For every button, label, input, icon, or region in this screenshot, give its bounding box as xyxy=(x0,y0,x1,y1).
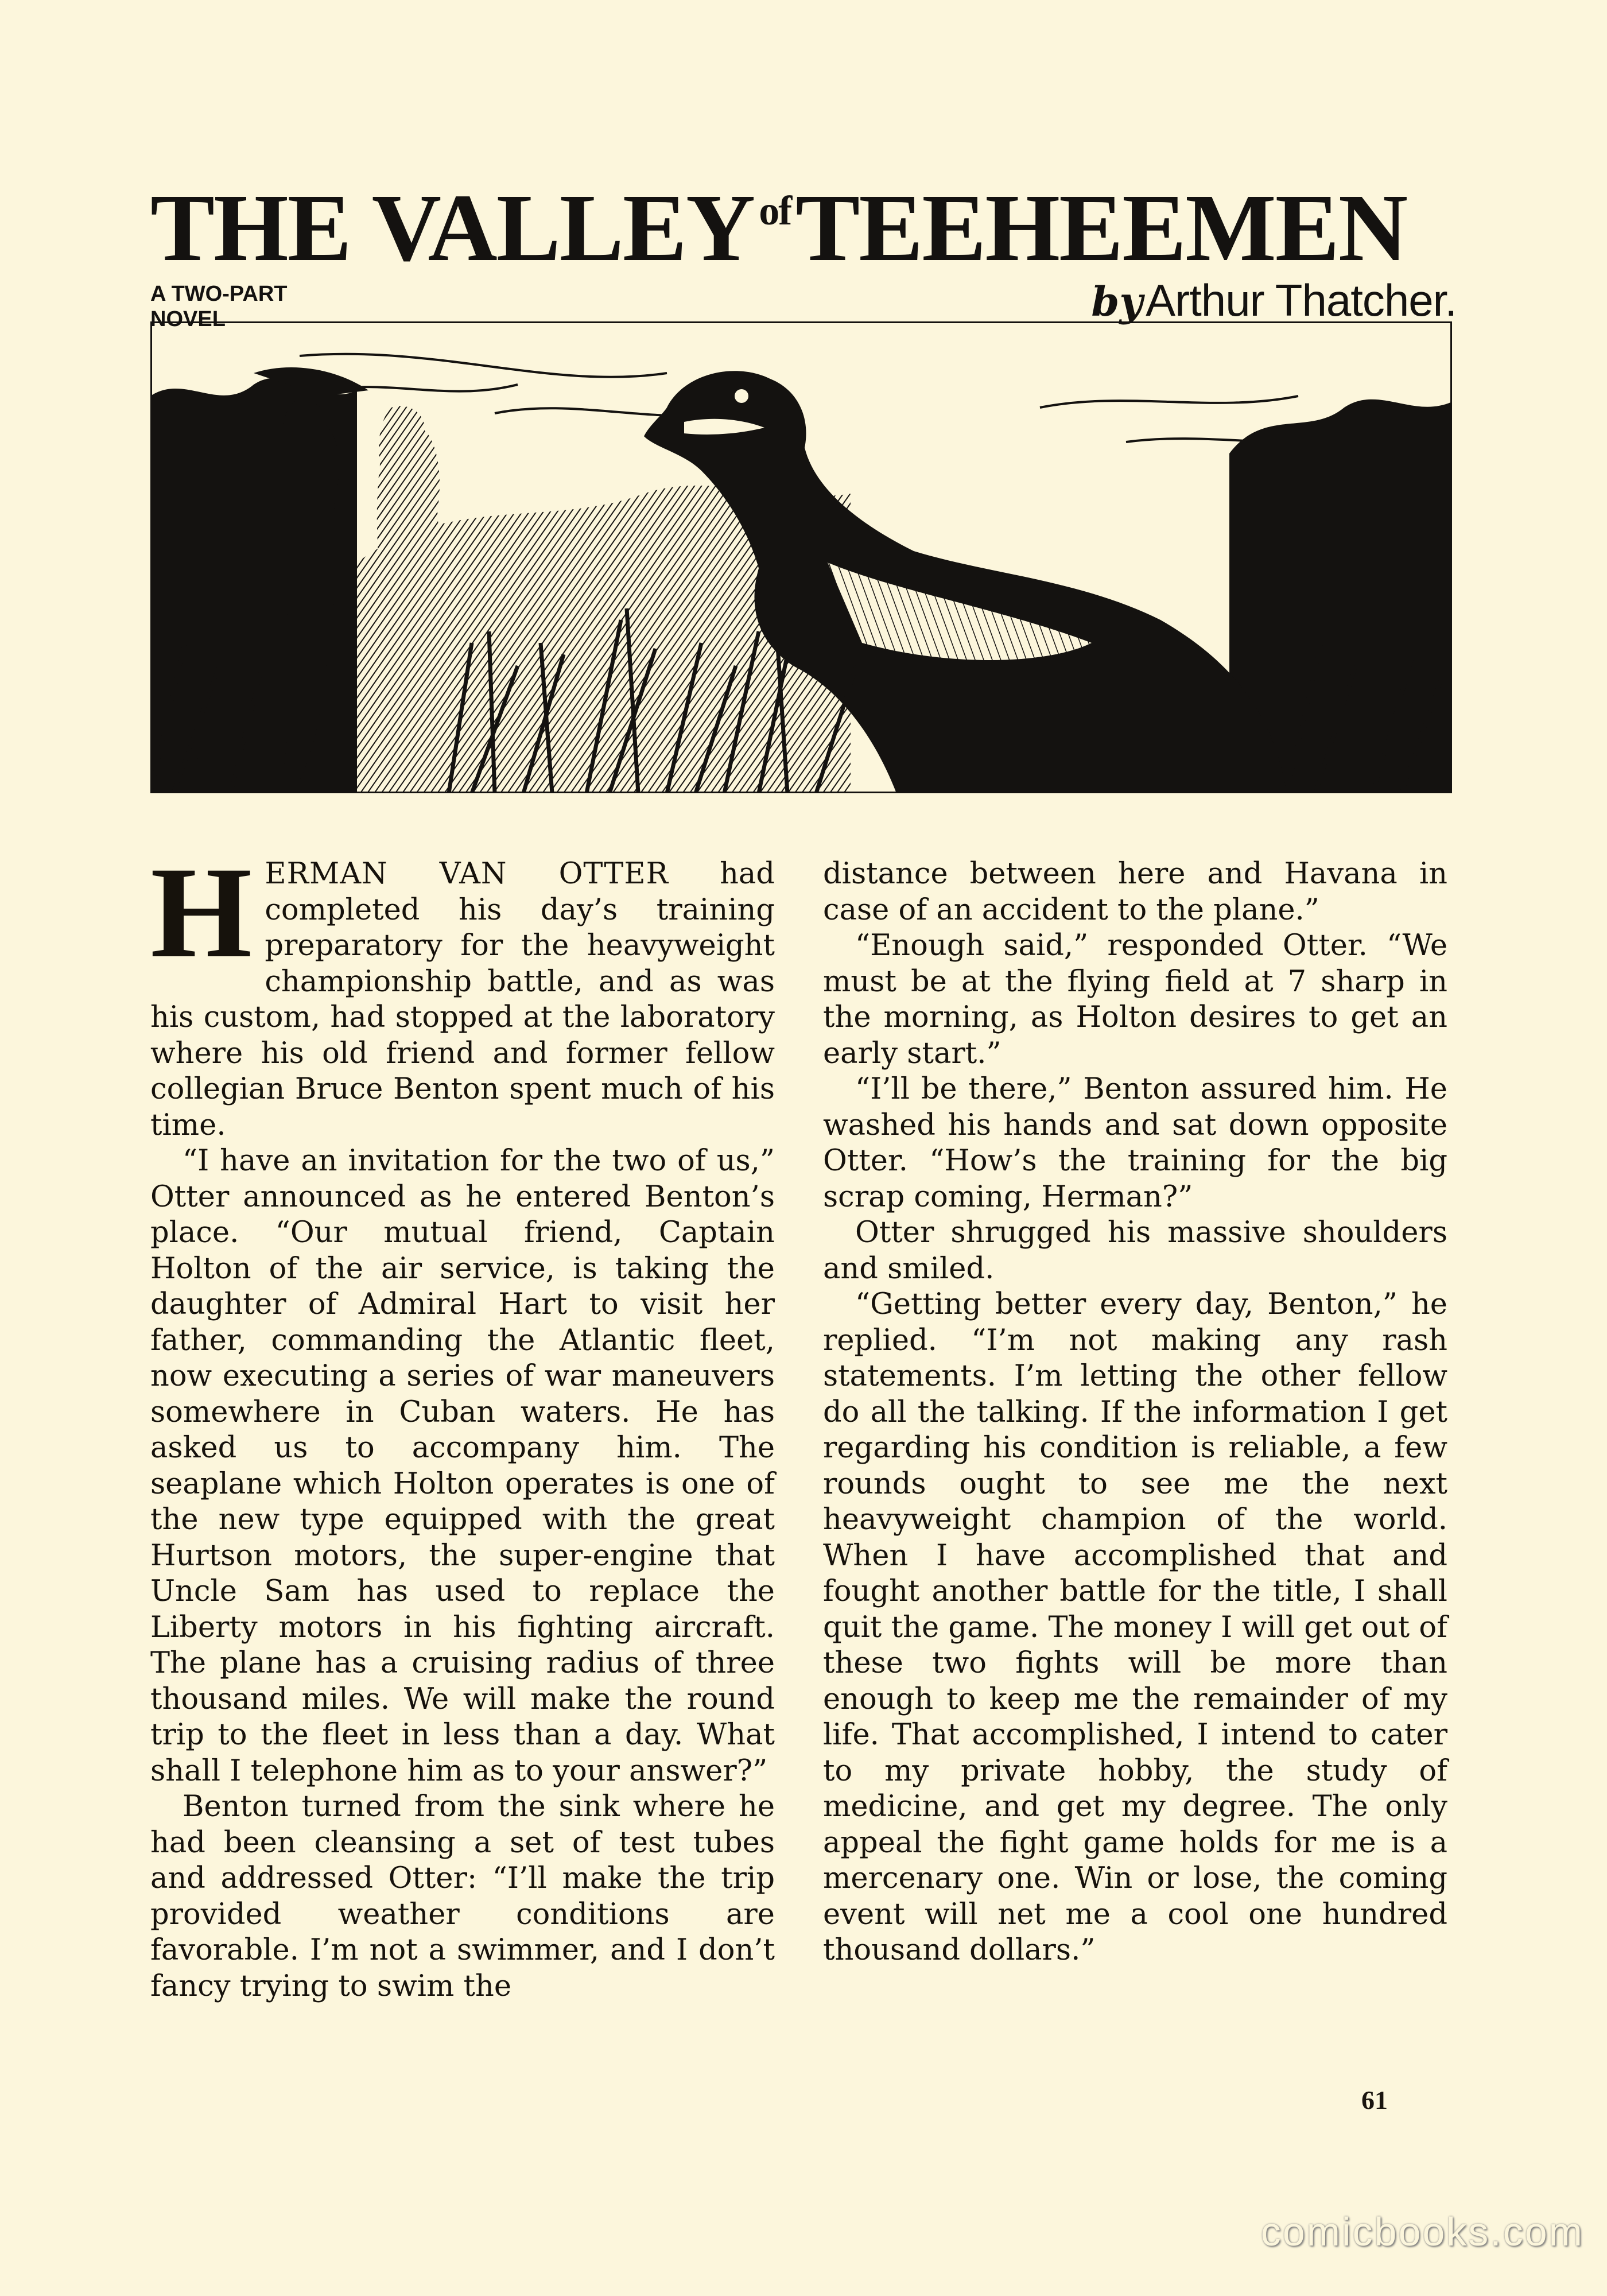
paragraph-4: “Enough said,” responded Otter. “We must be at the flying field at 7 sharp in the morning, as Holton desires to get an early start.” xyxy=(823,929,1447,1071)
lead-caps: ERMAN VAN OTTER xyxy=(265,857,669,891)
two-part-novel-label xyxy=(150,281,346,332)
paragraph-2: “I have an invitation for the two of us,” Otter announced as he entered Benton’s place. “Our mutual friend, Captain Holton of the air service, is taking the daughter of Admiral Hart to visit her father, commanding the Atlantic fleet, now executing a series of war maneuvers somewhere in Cuban waters. He has asked us to accompany him. The seaplane which Holton operates is one of the new type equipped with the great Hurtson motors, the super-engine that Uncle Sam has used to replace the Liberty motors in his fighting aircraft. The plane has a cruising radius of three thousand miles. We will make the round trip to the fleet in less than a day. What shall I telephone him as to your answer?” xyxy=(150,1144,775,1788)
subtitle-line-2: NOVEL xyxy=(150,307,226,331)
paragraph-6: Otter shrugged his massive shoulders and smiled. xyxy=(823,1216,1447,1286)
title-part-2: TEEHEEMEN xyxy=(795,174,1407,281)
page-number: 61 xyxy=(1361,2085,1388,2115)
watermark: comicbooks.com xyxy=(1260,2209,1584,2254)
paragraph-5: “I’ll be there,” Benton assured him. He washed his hands and sat down opposite Otter. “How’s the training for the big scrap coming, Herman?” xyxy=(823,1072,1447,1214)
byline-by: by xyxy=(1091,278,1143,325)
paragraph-3-continued: distance between here and Havana in case of an accident to the plane.” xyxy=(823,857,1447,927)
article-column-right xyxy=(823,856,1447,1969)
drop-cap: H xyxy=(150,840,253,985)
paragraph-1-text: had completed his day’s training preparatory for the heavyweight championship battle, and as was his custom, had stopped at the laboratory where his old friend and former fellow collegian Bruce Benton spent much of his time. xyxy=(150,857,775,1142)
article-column-left xyxy=(150,840,775,2004)
title-part-1: THE VALLEY xyxy=(150,174,755,281)
paragraph-7: “Getting better every day, Benton,” he replied. “I’m not making any rash statements. I’m letting the other fellow do all the talking. If the information I get regarding his condition is reliable, a few rounds ought to see me the next heavyweight champion of the world. When I have accomplished that and fought another battle for the title, I shall quit the game. The money I will get out of these two fights will be more than enough to keep me the remainder of my life. That accomplished, I intend to cater to my private hobby, the study of medicine, and get my degree. The only appeal the fight game holds for me is a mercenary one. Win or lose, the coming event will net me a cool one hundred thousand dollars.” xyxy=(823,1287,1447,1967)
dinosaur-illustration xyxy=(150,321,1452,793)
byline xyxy=(986,274,1457,326)
title-of: of xyxy=(759,188,791,234)
subtitle-line-1: A TWO-PART xyxy=(150,282,288,306)
paragraph-1 xyxy=(150,840,775,1143)
byline-author: Arthur Thatcher. xyxy=(1146,275,1457,325)
paragraph-3: Benton turned from the sink where he had been cleansing a set of test tubes and addressed Otter: “I’ll make the trip provided weather conditions are favorable. I’m not a swimmer, and I don’t fancy trying to swim the xyxy=(150,1790,775,2003)
story-title xyxy=(150,174,1459,281)
